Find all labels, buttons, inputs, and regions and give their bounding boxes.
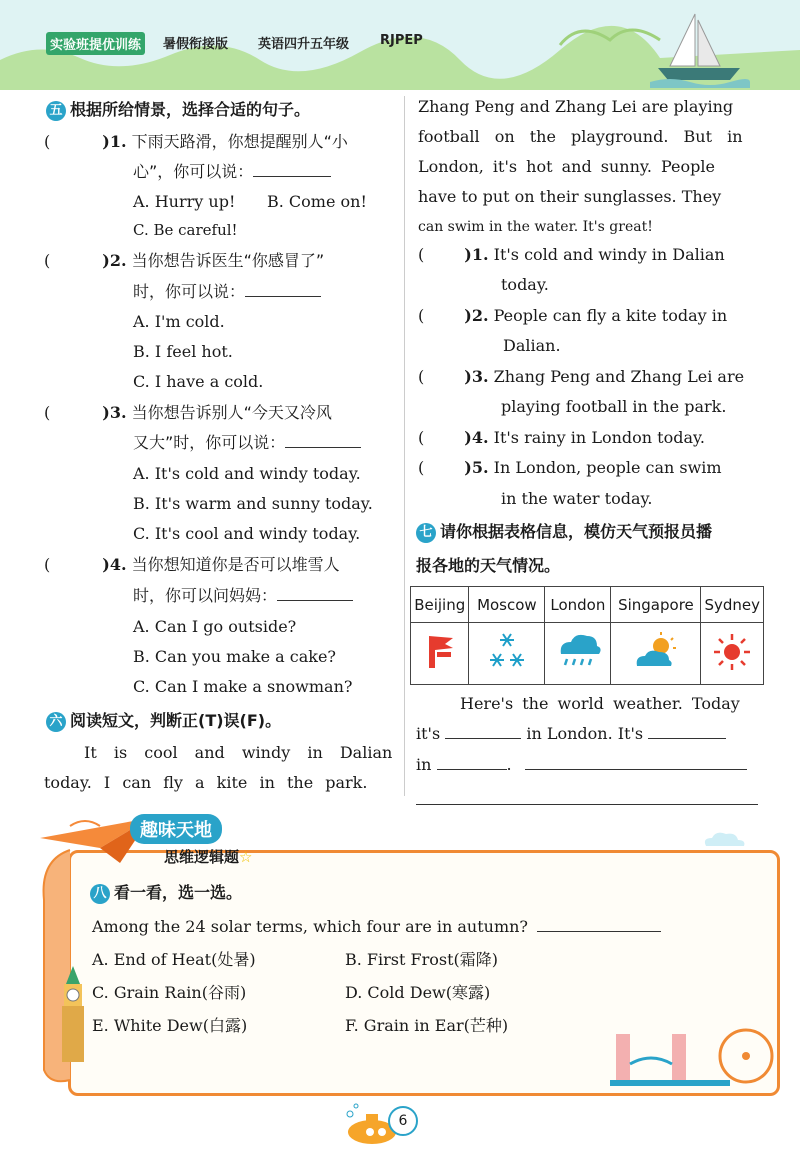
column-divider (404, 96, 405, 796)
section-title: 看一看，选一选。 (114, 883, 243, 902)
city-cell: Beijing (411, 587, 469, 623)
passage-line: Zhang Peng and Zhang Lei are playing (418, 97, 734, 116)
option: C. I have a cold. (133, 372, 264, 391)
fun-question: Among the 24 solar terms, which four are in autumn? (92, 912, 661, 942)
section-badge: 八 (90, 884, 110, 904)
section-title: 阅读短文，判断正(T)误(F)。 (70, 711, 282, 730)
weather-cell (545, 623, 611, 685)
forecast-line-1: Here's the world weather. Today (460, 694, 740, 713)
cloud-icon (700, 826, 750, 850)
question-4 (44, 550, 340, 580)
option: B. I feel hot. (133, 342, 233, 361)
city-cell: London (545, 587, 611, 623)
tf-item-1: ( )1. It's cold and windy in Dalian (418, 245, 725, 264)
question-2 (44, 246, 324, 276)
answer-bracket[interactable]: ( (418, 428, 425, 447)
question-number: )4. (102, 555, 127, 574)
city-cell: Sydney (701, 587, 764, 623)
question-1-stem-2: 心”，你可以说： (133, 157, 331, 187)
option: C. Be careful! (133, 221, 238, 239)
city-cell: Singapore (611, 587, 701, 623)
weather-table (410, 586, 764, 685)
answer-bracket[interactable]: ( (44, 555, 51, 574)
option: A. It's cold and windy today. (133, 464, 361, 483)
option: A. I'm cold. (133, 312, 225, 331)
page-header (0, 0, 800, 90)
page-number: 6 (388, 1106, 418, 1136)
section-badge: 六 (46, 712, 66, 732)
question-3 (44, 398, 332, 428)
option: B. It's warm and sunny today. (133, 494, 373, 513)
tf-item-line: today. (501, 275, 549, 294)
section-badge: 七 (416, 523, 436, 543)
answer-blank[interactable] (253, 158, 331, 177)
option: B. Can you make a cake? (133, 647, 336, 666)
section-5-heading (46, 97, 310, 121)
sunny-icon (712, 632, 752, 672)
windy-icon (423, 632, 457, 672)
section-6-heading (46, 708, 281, 732)
city-cell: Moscow (469, 587, 545, 623)
option: A. Hurry up! (133, 192, 236, 211)
tf-item-5: ( )5. In London, people can swim (418, 458, 722, 477)
passage-line: It is cool and windy in Dalian (84, 743, 393, 762)
option: A. Can I go outside? (133, 617, 297, 636)
section-badge: 五 (46, 101, 66, 121)
question-number: )2. (102, 251, 127, 270)
tf-item-2: ( )2. People can fly a kite today in (418, 306, 728, 325)
forecast-line-2: it's in London. It's (416, 719, 726, 749)
cloudy-icon (631, 630, 681, 674)
answer-blank[interactable] (277, 582, 353, 601)
answer-blank[interactable] (285, 429, 361, 448)
star-icon: ☆ (239, 848, 253, 866)
code-label: RJPEP (380, 33, 423, 48)
section-title-line-2: 报各地的天气情况。 (416, 556, 561, 575)
tf-item-3: ( )3. Zhang Peng and Zhang Lei are (418, 367, 745, 386)
section-8-heading (90, 880, 242, 904)
answer-blank[interactable] (648, 720, 726, 739)
section-7-heading (416, 519, 712, 543)
option: C. Grain Rain(谷雨) (92, 983, 247, 1002)
question-stem: 当你想知道你是否可以堆雪人 (131, 555, 340, 574)
answer-blank[interactable] (525, 751, 747, 770)
section-title: 根据所给情景，选择合适的句子。 (70, 100, 311, 119)
answer-bracket[interactable]: ( (44, 132, 51, 151)
weather-cell (469, 623, 545, 685)
section-title: 请你根据表格信息，模仿天气预报员播 (440, 522, 713, 541)
answer-blank[interactable] (437, 751, 507, 770)
question-4-stem-2: 时，你可以问妈妈： (133, 581, 353, 611)
answer-bracket[interactable]: ( (44, 251, 51, 270)
question-3-stem-2: 又大”时，你可以说： (133, 428, 361, 458)
question-stem: 当你想告诉别人“今天又冷风 (131, 403, 332, 422)
london-landmarks-icon (610, 1026, 782, 1088)
big-ben-icon (56, 966, 90, 1062)
weather-cell (701, 623, 764, 685)
question-number: )3. (102, 403, 127, 422)
snow-icon (485, 630, 529, 674)
answer-blank[interactable] (245, 278, 321, 297)
fun-banner: 趣味天地 (130, 814, 222, 844)
answer-bracket[interactable]: ( (418, 245, 425, 264)
weather-cell (411, 623, 469, 685)
rain-icon (553, 630, 603, 674)
subject-label: 英语四升五年级 (258, 37, 350, 52)
tf-item-4: ( )4. It's rainy in London today. (418, 428, 705, 447)
question-number: )1. (102, 132, 127, 151)
passage-line: today. I can fly a kite in the park. (44, 773, 368, 792)
tf-item-line: Dalian. (503, 336, 561, 355)
answer-bracket[interactable]: ( (418, 306, 425, 325)
fun-subtitle: 思维逻辑题☆ (164, 848, 253, 866)
option: E. White Dew(白露) (92, 1016, 248, 1035)
question-stem: 当你想告诉医生“你感冒了” (131, 251, 325, 270)
forecast-line-3: in . (416, 750, 747, 780)
question-stem: 下雨天路滑，你想提醒别人“小 (131, 132, 348, 151)
option: C. Can I make a snowman? (133, 677, 353, 696)
answer-line[interactable] (416, 804, 758, 805)
tf-item-line: in the water today. (501, 489, 653, 508)
edition-label: 暑假衔接版 (163, 37, 229, 52)
option: F. Grain in Ear(芒种) (345, 1016, 509, 1035)
answer-bracket[interactable]: ( (44, 403, 51, 422)
answer-bracket[interactable]: ( (418, 367, 425, 386)
question-1 (44, 127, 348, 157)
option: C. It's cool and windy today. (133, 524, 361, 543)
question-2-stem-2: 时，你可以说： (133, 277, 321, 307)
option: B. First Frost(霜降) (345, 950, 499, 969)
series-title: 实验班提优训练 (46, 32, 145, 55)
option: D. Cold Dew(寒露) (345, 983, 491, 1002)
passage-line: football on the playground. But in (418, 127, 743, 146)
passage-line: have to put on their sunglasses. They (418, 187, 722, 206)
answer-blank[interactable] (537, 913, 661, 932)
tf-item-line: playing football in the park. (501, 397, 727, 416)
option: A. End of Heat(处暑) (92, 950, 256, 969)
weather-cell (611, 623, 701, 685)
passage-line: can swim in the water. It's great! (418, 219, 653, 235)
passage-line: London, it's hot and sunny. People (418, 157, 715, 176)
answer-blank[interactable] (445, 720, 521, 739)
option: B. Come on! (267, 192, 367, 211)
answer-bracket[interactable]: ( (418, 458, 425, 477)
sailboat-icon (650, 10, 750, 88)
